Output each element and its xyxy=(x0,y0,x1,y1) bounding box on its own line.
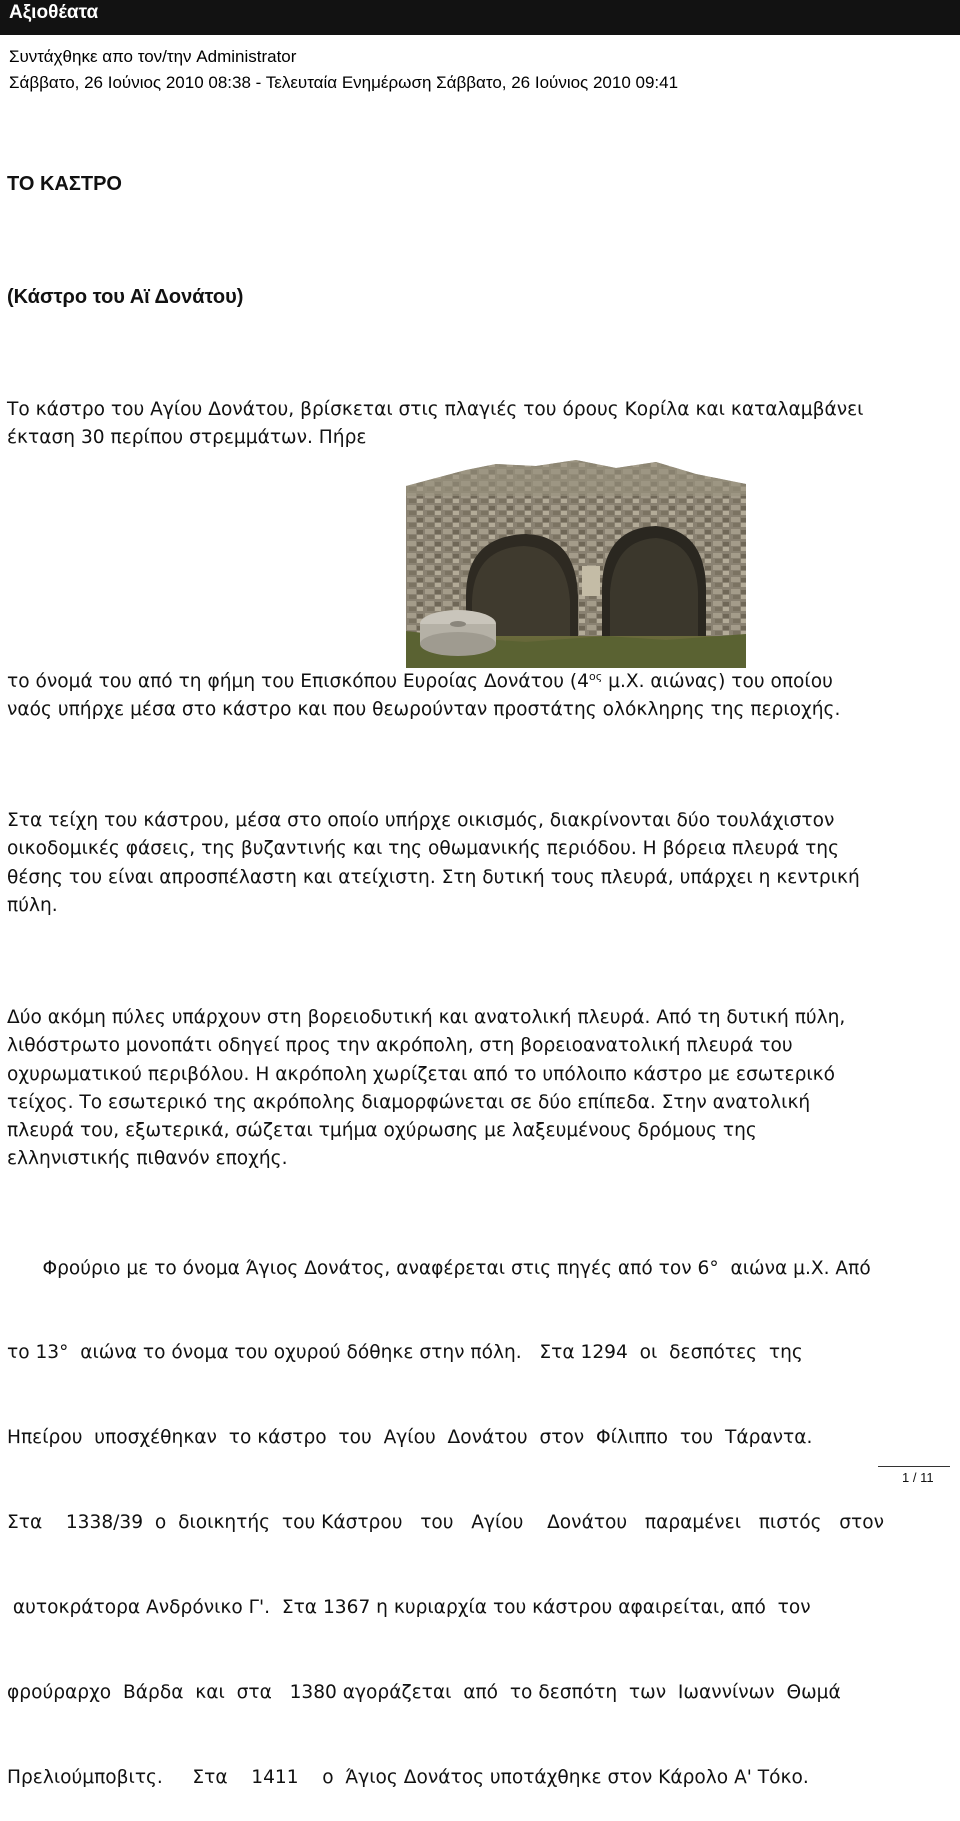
text-line: φρούραρχο Βάρδα και στα 1380 αγοράζεται από το δεσπότη των Ιωαννίνων Θωμά xyxy=(7,1682,841,1704)
article-subtitle: (Κάστρο του Αϊ Δονάτου) xyxy=(7,286,244,308)
text-line: οχυρωματικού περιβόλου. Η ακρόπολη χωρίζεται από το υπόλοιπο κάστρο με εσωτερικό xyxy=(7,1063,835,1085)
text-line: ελληνιστικής πιθανόν εποχής. xyxy=(7,1148,288,1170)
walls-paragraph xyxy=(7,807,952,920)
site-title: Αξιοθέατα xyxy=(9,2,99,23)
intro-line: Το κάστρο του Αγίου Δονάτου, βρίσκεται στις πλαγιές του όρους Κορίλα και καταλαμβάνει xyxy=(7,399,864,420)
history-paragraph xyxy=(7,1198,952,1821)
author-line: Συντάχθηκε απο τον/την Administrator xyxy=(9,47,297,66)
text-run: μ.Χ. αιώνας) του οποίου xyxy=(602,671,833,692)
text-line: Δύο ακόμη πύλες υπάρχουν στη βορειοδυτική και ανατολική πλευρά. Από τη δυτική πύλη, xyxy=(7,1007,846,1028)
after-image-paragraph xyxy=(7,668,952,725)
text-line: Ηπείρου υποσχέθηκαν το κάστρο του Αγίου Δονάτου στον Φίλιππο του Τάραντα. xyxy=(7,1427,813,1449)
text-line: Στα 1338/39 ο διοικητής του Κάστρου του Αγίου Δονάτου παραμένει πιστός στον xyxy=(7,1512,884,1534)
text-line: πύλη. xyxy=(7,894,58,916)
intro-line: έκταση 30 περίπου στρεμμάτων. Πήρε xyxy=(7,427,367,449)
text-line: πλευρά του, εξωτερικά, σώζεται τμήμα οχύρωσης με λαξευμένους δρόμους της xyxy=(7,1120,757,1142)
page-number: 1 / 11 xyxy=(902,1470,934,1485)
castle-ruins-photo xyxy=(406,456,746,668)
text-line: Φρούριο με το όνομα Άγιος Δονάτος, αναφέρεται στις πηγές από τον 6° αιώνα μ.Χ. Από xyxy=(7,1257,871,1279)
text-line: Στα τείχη του κάστρου, μέσα στο οποίο υπήρχε οικισμός, διακρίνονται δύο τουλάχιστον xyxy=(7,810,835,831)
text-line: τείχος. Το εσωτερικό της ακρόπολης διαμορφώνεται σε δύο επίπεδα. Στην ανατολική xyxy=(7,1091,811,1113)
text-line: οικοδομικές φάσεις, της βυζαντινής και της οθωμανικής περιόδου. Η βόρεια πλευρά της xyxy=(7,838,839,860)
intro-paragraph xyxy=(7,396,952,453)
text-line: Πρελιούμποβιτς. Στα 1411 ο Άγιος Δονάτος υποτάχθηκε στον Κάρολο Α' Τόκο. xyxy=(7,1766,809,1788)
gates-paragraph xyxy=(7,1004,952,1174)
text-line: ναός υπήρχε μέσα στο κάστρο και που θεωρούνταν προστάτης ολόκληρης της περιοχής. xyxy=(7,699,841,721)
text-line: το 13° αιώνα το όνομα του οχυρού δόθηκε στην πόλη. Στα 1294 οι δεσπότες της xyxy=(7,1342,803,1364)
header-bar xyxy=(0,0,960,35)
text-run: το όνομά του από τη φήμη του Επισκόπου Ευροίας Δονάτου (4 xyxy=(7,671,590,692)
text-line: αυτοκράτορα Ανδρόνικο Γ'. Στα 1367 η κυριαρχία του κάστρου αφαιρείται, από τον xyxy=(7,1597,811,1619)
date-line: Σάββατο, 26 Ιούνιος 2010 08:38 - Τελευταία Ενημέρωση Σάββατο, 26 Ιούνιος 2010 09:41 xyxy=(9,73,679,92)
footer-divider xyxy=(878,1466,950,1467)
article-title: ΤΟ ΚΑΣΤΡΟ xyxy=(7,173,122,195)
ordinal-suffix: ος xyxy=(589,669,603,683)
text-line: λιθόστρωτο μονοπάτι οδηγεί προς την ακρόπολη, στη βορειοανατολική πλευρά του xyxy=(7,1035,793,1057)
text-line: θέσης του είναι απροσπέλαστη και ατείχιστη. Στη δυτική τους πλευρά, υπάρχει η κεντρική xyxy=(7,866,860,888)
